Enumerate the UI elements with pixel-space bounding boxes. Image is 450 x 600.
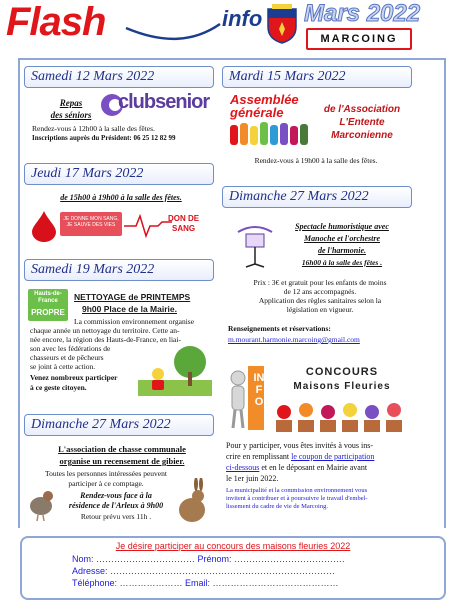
blood-donation-banner (28, 206, 206, 244)
saturday-19-header: Samedi 19 Mars 2022 (24, 259, 214, 281)
spectacle-line-4: 16h00 à la salle des fêtes . (301, 258, 383, 267)
ci-dessous-link[interactable]: ci-dessous (226, 463, 260, 472)
region-badge-line-2: PROPRE (31, 308, 65, 317)
tuesday-15-header: Mardi 15 Mars 2022 (222, 66, 412, 88)
don-de-sang-label-1: DON DE (168, 214, 200, 223)
nettoyage-heading-1: NETTOYAGE de PRINTEMPS (74, 292, 191, 302)
contact-label: Renseignements et réservations: (228, 324, 331, 333)
saturday-19-cta-2: à ce geste citoyen. (30, 383, 87, 392)
nettoyage-heading-2: 9h00 Place de la Mairie. (82, 304, 177, 314)
price-line-1: Prix : 3€ et gratuit pour les enfants de moins (253, 278, 387, 287)
heartbeat-line-icon (124, 212, 172, 238)
raised-hands-icon (228, 119, 310, 147)
town-crest-icon (266, 3, 298, 45)
assoc-label-3: Marconienne (331, 130, 393, 141)
tuesday-15-line-1: Rendez-vous à 19h00 à la salle des fêtes. (254, 156, 378, 165)
contact-email-link[interactable]: m.mourant.harmonie.marcoing@gmail.com (228, 335, 360, 344)
chasse-line-3: Rendez-vous face à la (80, 491, 152, 500)
nature-cleanup-illustration (138, 344, 212, 396)
saturday-12-header: Samedi 12 Mars 2022 (24, 66, 214, 88)
hare-icon (172, 478, 212, 526)
region-propre-badge (28, 289, 68, 321)
spectacle-line-1: Spectacle humoristique avec (295, 222, 389, 231)
saturday-12-line-1: Rendez-vous à 12h00 à la salle des fêtes. (32, 124, 155, 133)
form-title: Je désire participer au concours des maisons fleuries 2022 (115, 541, 351, 551)
town-name-box: MARCOING (306, 28, 412, 50)
concours-para-4: le 1er juin 2022. (226, 474, 279, 483)
concours-para-2 (226, 451, 440, 462)
concours-para-3-text: et en le déposant en Mairie avant (259, 463, 368, 472)
partridge-icon (26, 486, 56, 522)
spectacle-line-3: de l'harmonie. (317, 246, 366, 255)
chasse-line-4: résidence de l'Arleux à 9h00 (68, 501, 164, 510)
flowers-illustration (274, 396, 414, 432)
concours-para-6: invitent à contribuer et à poursuivre le travail d'embel- (226, 495, 368, 502)
assemblee-label-1: Assemblée (230, 92, 299, 107)
chasse-heading-1: L'association de chasse communale (58, 444, 186, 454)
saturday-12-line-2: Inscriptions auprès du Président: 06 25 12 82 99 (32, 134, 176, 142)
chasse-heading-2: organise un recensement de gibier. (59, 456, 185, 466)
chasse-line-2: participer à ce comptage. (68, 479, 144, 488)
newsletter-title-flash: Flash (6, 0, 106, 44)
club-senior-logo (100, 91, 210, 119)
chasse-line-5: Retour prévu vers 11h . (80, 512, 152, 521)
concours-para-7: lissement du cadre de vie de Marcoing. (226, 503, 328, 510)
thursday-17-header: Jeudi 17 Mars 2022 (24, 163, 214, 185)
form-telephone-email[interactable]: Téléphone: ………………… Email: …………………………………… (72, 578, 339, 588)
chasse-line-1: Toutes les personnes intéressées peuvent (45, 469, 167, 478)
repas-label-1: Repas (59, 98, 83, 108)
saturday-19-para-4: son avec les fédérations de (30, 344, 111, 353)
concours-title-1: CONCOURS (305, 366, 379, 378)
club-senior-text: clubsenior (118, 91, 210, 113)
sunday-27-right-header: Dimanche 27 Mars 2022 (222, 186, 412, 208)
concours-para-2-text: crire en remplissant (226, 452, 292, 461)
form-adresse[interactable]: Adresse: ………………………………………………………………… (72, 566, 336, 576)
coupon-link[interactable]: le coupon de participation (291, 452, 375, 461)
concours-para-1: Pour y participer, vous êtes invités à vous ins- (226, 441, 373, 450)
repas-label-2: des séniors (50, 110, 92, 120)
issue-month: Mars 2022 (304, 0, 421, 27)
saturday-19-para-1: La commission environnement organise (74, 317, 195, 326)
saturday-19-para-5: chasseurs et de pêcheurs (30, 353, 104, 362)
price-line-3: Application des règles sanitaires selon la (258, 296, 382, 305)
newsletter-title-info: info (222, 6, 263, 31)
saturday-19-para-6: se joint à cette action. (30, 362, 96, 371)
assoc-label-2: L'Entente (339, 117, 385, 128)
price-line-2: de 12 ans accompagnés. (283, 287, 357, 296)
info-vertical-label: INFO (253, 372, 265, 408)
saturday-19-cta-1: Venez nombreux participer (30, 373, 118, 382)
saturday-19-para-3: née encore, la région des Hauts-de-France, en liai- (30, 335, 181, 344)
blood-drop-icon (30, 210, 58, 242)
assoc-label-1: de l'Association (323, 104, 401, 115)
price-line-4: législation en vigueur. (286, 305, 354, 314)
region-badge-line-1: Hauts-de-France (34, 291, 62, 304)
blood-banner-text: JE DONNE MON SANG, JE SAUVE DES VIES (60, 212, 122, 236)
sunday-27-left-header: Dimanche 27 Mars 2022 (24, 414, 214, 436)
don-de-sang-label-2: SANG (172, 224, 196, 233)
thursday-17-line-1: de 15h00 à 19h00 à la salle des fêtes. (60, 193, 182, 202)
music-stand-icon (232, 222, 278, 268)
concours-title-2: Maisons Fleuries (293, 381, 391, 392)
concours-para-5: La municipalité et la commission environnement vous (226, 487, 368, 494)
form-nom-prenom[interactable]: Nom: …………………………… Prénom: ………………………………. (72, 554, 345, 564)
saturday-19-para-2: chaque année un nettoyage du territoire. Cette an- (30, 326, 180, 335)
assemblee-label-2: générale (230, 105, 284, 120)
spectacle-line-2: Manoche et l'orchestre (304, 234, 380, 243)
concours-para-3 (226, 462, 440, 473)
